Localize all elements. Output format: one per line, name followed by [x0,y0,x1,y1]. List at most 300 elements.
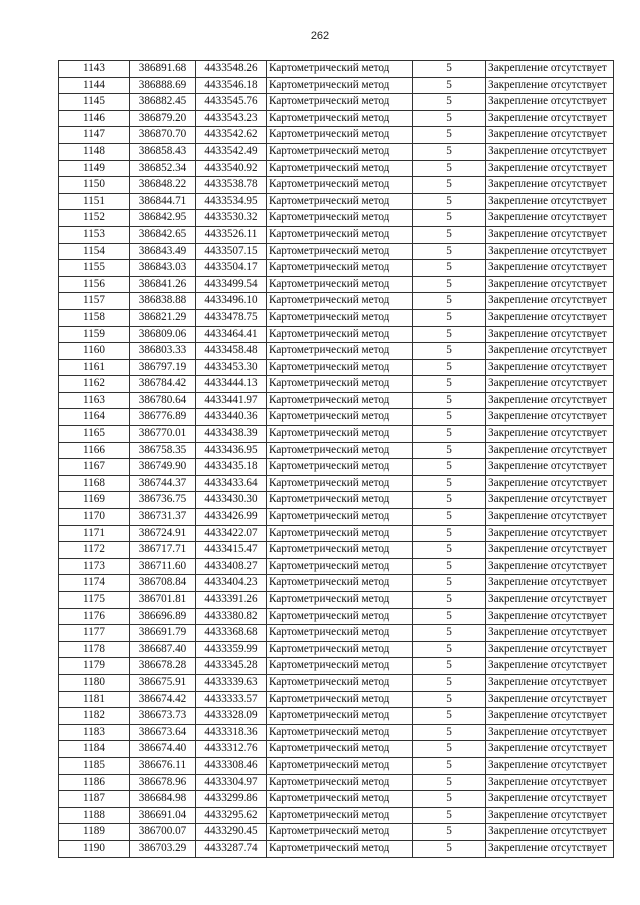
table-row [59,61,614,78]
fixation-cell: Закрепление отсутствует [486,61,614,78]
y-coordinate-cell: 4433458.48 [196,343,267,360]
fixation-cell: Закрепление отсутствует [486,691,614,708]
accuracy-cell: 5 [413,625,486,642]
method-cell: Картометрический метод [267,177,413,194]
point-number-cell: 1151 [59,193,130,210]
accuracy-cell: 5 [413,525,486,542]
y-coordinate-cell: 4433545.76 [196,94,267,111]
point-number-cell: 1155 [59,260,130,277]
accuracy-cell: 5 [413,791,486,808]
table-row [59,592,614,609]
fixation-cell: Закрепление отсутствует [486,757,614,774]
point-number-cell: 1167 [59,459,130,476]
accuracy-cell: 5 [413,641,486,658]
method-cell: Картометрический метод [267,293,413,310]
fixation-cell: Закрепление отсутствует [486,160,614,177]
table-row [59,558,614,575]
method-cell: Картометрический метод [267,641,413,658]
fixation-cell: Закрепление отсутствует [486,492,614,509]
y-coordinate-cell: 4433339.63 [196,674,267,691]
y-coordinate-cell: 4433540.92 [196,160,267,177]
x-coordinate-cell: 386736.75 [130,492,196,509]
y-coordinate-cell: 4433430.30 [196,492,267,509]
method-cell: Картометрический метод [267,492,413,509]
fixation-cell: Закрепление отсутствует [486,525,614,542]
table-row [59,276,614,293]
method-cell: Картометрический метод [267,276,413,293]
accuracy-cell: 5 [413,807,486,824]
table-row [59,110,614,127]
x-coordinate-cell: 386784.42 [130,376,196,393]
point-number-cell: 1143 [59,61,130,78]
accuracy-cell: 5 [413,409,486,426]
method-cell: Картометрический метод [267,741,413,758]
fixation-cell: Закрепление отсутствует [486,409,614,426]
fixation-cell: Закрепление отсутствует [486,326,614,343]
accuracy-cell: 5 [413,757,486,774]
x-coordinate-cell: 386687.40 [130,641,196,658]
y-coordinate-cell: 4433304.97 [196,774,267,791]
method-cell: Картометрический метод [267,840,413,857]
table-row [59,807,614,824]
table-row [59,525,614,542]
point-number-cell: 1146 [59,110,130,127]
table-row [59,741,614,758]
method-cell: Картометрический метод [267,243,413,260]
point-number-cell: 1169 [59,492,130,509]
y-coordinate-cell: 4433408.27 [196,558,267,575]
method-cell: Картометрический метод [267,160,413,177]
table-row [59,210,614,227]
x-coordinate-cell: 386882.45 [130,94,196,111]
method-cell: Картометрический метод [267,260,413,277]
y-coordinate-cell: 4433328.09 [196,708,267,725]
x-coordinate-cell: 386675.91 [130,674,196,691]
fixation-cell: Закрепление отсутствует [486,658,614,675]
method-cell: Картометрический метод [267,376,413,393]
fixation-cell: Закрепление отсутствует [486,824,614,841]
y-coordinate-cell: 4433433.64 [196,475,267,492]
fixation-cell: Закрепление отсутствует [486,774,614,791]
point-number-cell: 1166 [59,442,130,459]
method-cell: Картометрический метод [267,691,413,708]
fixation-cell: Закрепление отсутствует [486,442,614,459]
x-coordinate-cell: 386744.37 [130,475,196,492]
x-coordinate-cell: 386684.98 [130,791,196,808]
accuracy-cell: 5 [413,94,486,111]
table-row [59,840,614,857]
x-coordinate-cell: 386770.01 [130,426,196,443]
point-number-cell: 1154 [59,243,130,260]
fixation-cell: Закрепление отсутствует [486,226,614,243]
table-row [59,442,614,459]
point-number-cell: 1157 [59,293,130,310]
table-row [59,426,614,443]
fixation-cell: Закрепление отсутствует [486,724,614,741]
x-coordinate-cell: 386731.37 [130,509,196,526]
accuracy-cell: 5 [413,359,486,376]
point-number-cell: 1187 [59,791,130,808]
y-coordinate-cell: 4433546.18 [196,77,267,94]
x-coordinate-cell: 386678.28 [130,658,196,675]
y-coordinate-cell: 4433404.23 [196,575,267,592]
fixation-cell: Закрепление отсутствует [486,840,614,857]
y-coordinate-cell: 4433438.39 [196,426,267,443]
x-coordinate-cell: 386852.34 [130,160,196,177]
x-coordinate-cell: 386888.69 [130,77,196,94]
accuracy-cell: 5 [413,658,486,675]
fixation-cell: Закрепление отсутствует [486,193,614,210]
point-number-cell: 1162 [59,376,130,393]
point-number-cell: 1147 [59,127,130,144]
y-coordinate-cell: 4433440.36 [196,409,267,426]
y-coordinate-cell: 4433308.46 [196,757,267,774]
accuracy-cell: 5 [413,177,486,194]
x-coordinate-cell: 386842.95 [130,210,196,227]
x-coordinate-cell: 386843.03 [130,260,196,277]
method-cell: Картометрический метод [267,824,413,841]
y-coordinate-cell: 4433526.11 [196,226,267,243]
accuracy-cell: 5 [413,708,486,725]
method-cell: Картометрический метод [267,326,413,343]
fixation-cell: Закрепление отсутствует [486,309,614,326]
point-number-cell: 1171 [59,525,130,542]
method-cell: Картометрический метод [267,426,413,443]
accuracy-cell: 5 [413,392,486,409]
accuracy-cell: 5 [413,127,486,144]
fixation-cell: Закрепление отсутствует [486,592,614,609]
fixation-cell: Закрепление отсутствует [486,359,614,376]
y-coordinate-cell: 4433542.62 [196,127,267,144]
accuracy-cell: 5 [413,110,486,127]
point-number-cell: 1184 [59,741,130,758]
x-coordinate-cell: 386701.81 [130,592,196,609]
accuracy-cell: 5 [413,575,486,592]
y-coordinate-cell: 4433538.78 [196,177,267,194]
accuracy-cell: 5 [413,226,486,243]
method-cell: Картометрический метод [267,210,413,227]
table-row [59,177,614,194]
accuracy-cell: 5 [413,492,486,509]
y-coordinate-cell: 4433391.26 [196,592,267,609]
x-coordinate-cell: 386803.33 [130,343,196,360]
method-cell: Картометрический метод [267,309,413,326]
accuracy-cell: 5 [413,293,486,310]
y-coordinate-cell: 4433295.62 [196,807,267,824]
y-coordinate-cell: 4433496.10 [196,293,267,310]
point-number-cell: 1172 [59,542,130,559]
x-coordinate-cell: 386700.07 [130,824,196,841]
point-number-cell: 1170 [59,509,130,526]
x-coordinate-cell: 386758.35 [130,442,196,459]
table-row [59,127,614,144]
table-row [59,243,614,260]
fixation-cell: Закрепление отсутствует [486,110,614,127]
y-coordinate-cell: 4433345.28 [196,658,267,675]
table-row [59,625,614,642]
point-number-cell: 1186 [59,774,130,791]
fixation-cell: Закрепление отсутствует [486,708,614,725]
point-number-cell: 1159 [59,326,130,343]
method-cell: Картометрический метод [267,226,413,243]
fixation-cell: Закрепление отсутствует [486,94,614,111]
table-row [59,226,614,243]
x-coordinate-cell: 386843.49 [130,243,196,260]
fixation-cell: Закрепление отсутствует [486,558,614,575]
fixation-cell: Закрепление отсутствует [486,392,614,409]
point-number-cell: 1174 [59,575,130,592]
table-row [59,260,614,277]
point-number-cell: 1153 [59,226,130,243]
y-coordinate-cell: 4433444.13 [196,376,267,393]
method-cell: Картометрический метод [267,343,413,360]
method-cell: Картометрический метод [267,143,413,160]
fixation-cell: Закрепление отсутствует [486,625,614,642]
table-row [59,492,614,509]
accuracy-cell: 5 [413,243,486,260]
accuracy-cell: 5 [413,542,486,559]
accuracy-cell: 5 [413,326,486,343]
method-cell: Картометрический метод [267,807,413,824]
table-row [59,608,614,625]
x-coordinate-cell: 386696.89 [130,608,196,625]
fixation-cell: Закрепление отсутствует [486,575,614,592]
y-coordinate-cell: 4433530.32 [196,210,267,227]
fixation-cell: Закрепление отсутствует [486,608,614,625]
accuracy-cell: 5 [413,774,486,791]
y-coordinate-cell: 4433464.41 [196,326,267,343]
fixation-cell: Закрепление отсутствует [486,143,614,160]
point-number-cell: 1185 [59,757,130,774]
point-number-cell: 1182 [59,708,130,725]
y-coordinate-cell: 4433422.07 [196,525,267,542]
x-coordinate-cell: 386691.04 [130,807,196,824]
y-coordinate-cell: 4433548.26 [196,61,267,78]
accuracy-cell: 5 [413,343,486,360]
table-row [59,658,614,675]
accuracy-cell: 5 [413,260,486,277]
method-cell: Картометрический метод [267,509,413,526]
fixation-cell: Закрепление отсутствует [486,509,614,526]
method-cell: Картометрический метод [267,608,413,625]
y-coordinate-cell: 4433287.74 [196,840,267,857]
method-cell: Картометрический метод [267,791,413,808]
fixation-cell: Закрепление отсутствует [486,77,614,94]
fixation-cell: Закрепление отсутствует [486,791,614,808]
point-number-cell: 1158 [59,309,130,326]
table-row [59,708,614,725]
x-coordinate-cell: 386749.90 [130,459,196,476]
table-row [59,757,614,774]
x-coordinate-cell: 386848.22 [130,177,196,194]
accuracy-cell: 5 [413,143,486,160]
method-cell: Картометрический метод [267,757,413,774]
x-coordinate-cell: 386776.89 [130,409,196,426]
y-coordinate-cell: 4433368.68 [196,625,267,642]
method-cell: Картометрический метод [267,708,413,725]
table-row [59,376,614,393]
accuracy-cell: 5 [413,210,486,227]
method-cell: Картометрический метод [267,193,413,210]
method-cell: Картометрический метод [267,724,413,741]
method-cell: Картометрический метод [267,459,413,476]
x-coordinate-cell: 386870.70 [130,127,196,144]
table-row [59,293,614,310]
table-row [59,409,614,426]
table-row [59,641,614,658]
point-number-cell: 1150 [59,177,130,194]
fixation-cell: Закрепление отсутствует [486,741,614,758]
x-coordinate-cell: 386676.11 [130,757,196,774]
point-number-cell: 1148 [59,143,130,160]
fixation-cell: Закрепление отсутствует [486,459,614,476]
x-coordinate-cell: 386703.29 [130,840,196,857]
fixation-cell: Закрепление отсутствует [486,177,614,194]
x-coordinate-cell: 386678.96 [130,774,196,791]
table-row [59,774,614,791]
accuracy-cell: 5 [413,160,486,177]
point-number-cell: 1190 [59,840,130,857]
method-cell: Картометрический метод [267,592,413,609]
accuracy-cell: 5 [413,442,486,459]
point-number-cell: 1183 [59,724,130,741]
y-coordinate-cell: 4433359.99 [196,641,267,658]
fixation-cell: Закрепление отсутствует [486,807,614,824]
method-cell: Картометрический метод [267,525,413,542]
x-coordinate-cell: 386717.71 [130,542,196,559]
accuracy-cell: 5 [413,741,486,758]
accuracy-cell: 5 [413,475,486,492]
point-number-cell: 1181 [59,691,130,708]
x-coordinate-cell: 386691.79 [130,625,196,642]
table-row [59,77,614,94]
x-coordinate-cell: 386841.26 [130,276,196,293]
page-number: 262 [310,30,330,42]
table-row [59,691,614,708]
table-row [59,509,614,526]
y-coordinate-cell: 4433542.49 [196,143,267,160]
x-coordinate-cell: 386821.29 [130,309,196,326]
accuracy-cell: 5 [413,824,486,841]
fixation-cell: Закрепление отсутствует [486,276,614,293]
table-row [59,459,614,476]
point-number-cell: 1163 [59,392,130,409]
method-cell: Картометрический метод [267,61,413,78]
point-number-cell: 1165 [59,426,130,443]
y-coordinate-cell: 4433333.57 [196,691,267,708]
point-number-cell: 1189 [59,824,130,841]
point-number-cell: 1173 [59,558,130,575]
table-row [59,343,614,360]
point-number-cell: 1180 [59,674,130,691]
x-coordinate-cell: 386809.06 [130,326,196,343]
method-cell: Картометрический метод [267,558,413,575]
fixation-cell: Закрепление отсутствует [486,210,614,227]
fixation-cell: Закрепление отсутствует [486,475,614,492]
method-cell: Картометрический метод [267,674,413,691]
point-number-cell: 1164 [59,409,130,426]
table-row [59,193,614,210]
accuracy-cell: 5 [413,674,486,691]
table-row [59,542,614,559]
point-number-cell: 1161 [59,359,130,376]
x-coordinate-cell: 386673.64 [130,724,196,741]
point-number-cell: 1188 [59,807,130,824]
fixation-cell: Закрепление отсутствует [486,293,614,310]
x-coordinate-cell: 386891.68 [130,61,196,78]
table-row [59,824,614,841]
y-coordinate-cell: 4433478.75 [196,309,267,326]
y-coordinate-cell: 4433499.54 [196,276,267,293]
point-number-cell: 1160 [59,343,130,360]
accuracy-cell: 5 [413,592,486,609]
table-row [59,392,614,409]
y-coordinate-cell: 4433435.18 [196,459,267,476]
accuracy-cell: 5 [413,77,486,94]
point-number-cell: 1175 [59,592,130,609]
y-coordinate-cell: 4433415.47 [196,542,267,559]
y-coordinate-cell: 4433290.45 [196,824,267,841]
x-coordinate-cell: 386674.42 [130,691,196,708]
y-coordinate-cell: 4433534.95 [196,193,267,210]
accuracy-cell: 5 [413,724,486,741]
y-coordinate-cell: 4433318.36 [196,724,267,741]
fixation-cell: Закрепление отсутствует [486,243,614,260]
fixation-cell: Закрепление отсутствует [486,127,614,144]
method-cell: Картометрический метод [267,77,413,94]
accuracy-cell: 5 [413,459,486,476]
x-coordinate-cell: 386842.65 [130,226,196,243]
table-row [59,674,614,691]
x-coordinate-cell: 386708.84 [130,575,196,592]
method-cell: Картометрический метод [267,127,413,144]
x-coordinate-cell: 386844.71 [130,193,196,210]
y-coordinate-cell: 4433299.86 [196,791,267,808]
x-coordinate-cell: 386711.60 [130,558,196,575]
table-body [59,61,614,858]
method-cell: Картометрический метод [267,94,413,111]
y-coordinate-cell: 4433441.97 [196,392,267,409]
accuracy-cell: 5 [413,608,486,625]
point-number-cell: 1152 [59,210,130,227]
point-number-cell: 1145 [59,94,130,111]
y-coordinate-cell: 4433312.76 [196,741,267,758]
point-number-cell: 1156 [59,276,130,293]
y-coordinate-cell: 4433380.82 [196,608,267,625]
fixation-cell: Закрепление отсутствует [486,376,614,393]
accuracy-cell: 5 [413,276,486,293]
y-coordinate-cell: 4433426.99 [196,509,267,526]
table-row [59,94,614,111]
method-cell: Картометрический метод [267,409,413,426]
accuracy-cell: 5 [413,558,486,575]
table-row [59,724,614,741]
fixation-cell: Закрепление отсутствует [486,542,614,559]
x-coordinate-cell: 386797.19 [130,359,196,376]
table-row [59,475,614,492]
y-coordinate-cell: 4433436.95 [196,442,267,459]
y-coordinate-cell: 4433504.17 [196,260,267,277]
method-cell: Картометрический метод [267,392,413,409]
y-coordinate-cell: 4433453.30 [196,359,267,376]
point-number-cell: 1144 [59,77,130,94]
accuracy-cell: 5 [413,426,486,443]
x-coordinate-cell: 386858.43 [130,143,196,160]
accuracy-cell: 5 [413,509,486,526]
x-coordinate-cell: 386724.91 [130,525,196,542]
accuracy-cell: 5 [413,840,486,857]
method-cell: Картометрический метод [267,625,413,642]
